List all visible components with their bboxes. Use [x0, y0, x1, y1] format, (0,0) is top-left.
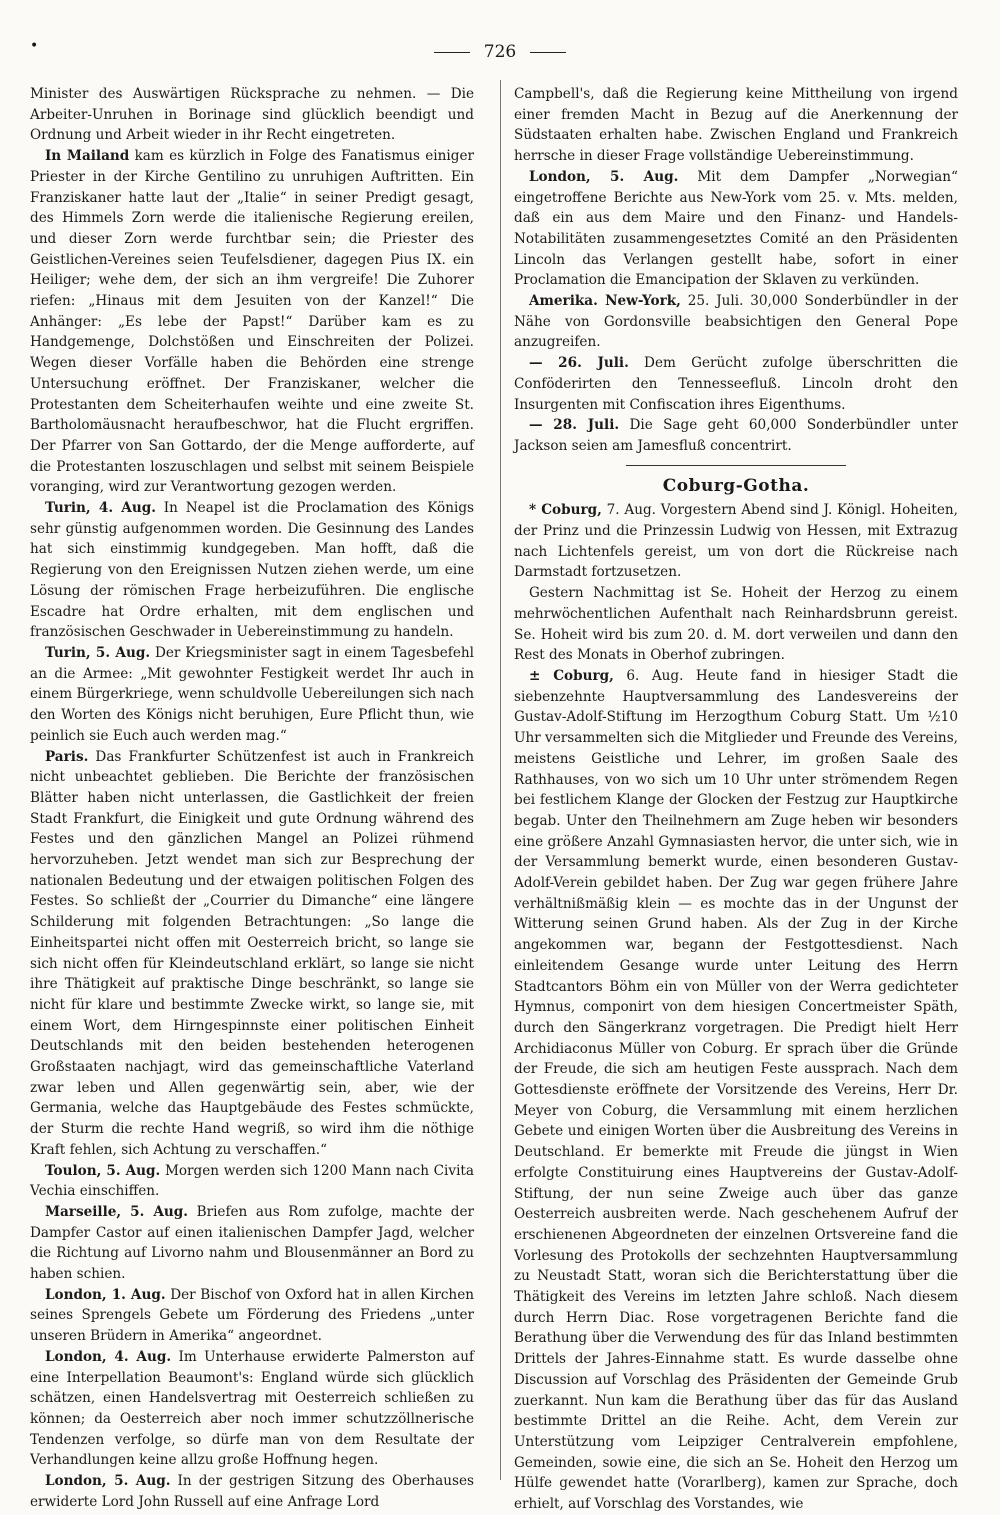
- article-paragraph: [514, 583, 958, 666]
- article-text: kam es kürzlich in Folge des Fanatismus einiger Priester in der Kirche Gentilino zu unruhigen Auftritten. Ein Franziskaner hatte laut der „Italie“ in seiner Predigt gesagt, des Himmels Zorn werde die italienische Regierung ereilen, und dieser Zorn werde furchtbar sein; die Priester des Geistlichen-Vereines seien Teufelsdiener, dagegen Pius IX. ein Heiliger; wehe dem, der sich an ihm vergreife! Die Zuhorer riefen: „Hinaus mit dem Jesuiten von der Kanzel!“ Die Anhänger: „Es lebe der Papst!“ Darüber kam es zu Handgemenge, Dolchstößen und Einschreiten der Polizei. Wegen dieser Vorfälle haben die Behörden eine strenge Untersuchung eröffnet. Der Franziskaner, welcher die Protestanten dem Scheiterhaufen weihte und eine zweite St. Bartholomäusnacht heraufbeschwor, hat die Flucht ergriffen. Der Pfarrer von San Gottardo, der die Menge aufforderte, auf die Protestanten loszuschlagen und selbst mit seinem Beispiele voranging, wird zur Verantwortung gezogen werden.: [30, 148, 474, 496]
- article-text: 25. Juli. 30,000 Sonderbündler in der Nähe von Gordonsville beabsichtigen den General Pope anzugreifen.: [514, 293, 958, 351]
- dateline: * Coburg,: [528, 502, 602, 519]
- header-rule-left: [434, 52, 470, 53]
- article-text: In Neapel ist die Proclamation des Königs sehr günstig aufgenommen worden. Die Gesinnung des Landes hat sich einstimmig kundgegeben. Man hofft, daß die Regierung von den Ereignissen Nutzen ziehen werde, um eine Lösung der römischen Frage herbeizuführen. Die englische Escadre hat Ordre erhalten, mit dem englischen und französischen Geschwader in Uebereinstimmung zu handeln.: [30, 500, 474, 641]
- left-column: [30, 84, 474, 1513]
- article-text: 7. Aug. Vorgestern Abend sind J. Königl. Hoheiten, der Prinz und die Prinzessin Ludwig von Hessen, mit Extrazug nach Lichtenfels gereist, um von dort die Rückreise nach Darmstadt fortzusetzen.: [514, 502, 958, 581]
- article-paragraph: [30, 146, 474, 498]
- page-header: [0, 42, 1000, 62]
- section-title: Coburg-Gotha.: [662, 475, 810, 496]
- right-column: [514, 84, 958, 1515]
- article-paragraph: [30, 1347, 474, 1471]
- dateline: London, 1. Aug.: [44, 1286, 166, 1303]
- column-divider: [500, 80, 501, 1480]
- right-column-top: [514, 84, 958, 457]
- dateline: In Mailand: [44, 148, 130, 165]
- article-paragraph: [30, 1471, 474, 1512]
- article-paragraph: [30, 747, 474, 1161]
- article-text: Dem Gerücht zufolge überschritten die Conföderirten den Tennesseefluß. Lincoln droht den Insurgenten mit Confiscation ihres Eigenthums.: [514, 355, 958, 413]
- article-text: 6. Aug. Heute fand in hiesiger Stadt die siebenzehnte Hauptversammlung des Landesvereins der Gustav-Adolf-Stiftung im Herzogthum Coburg Statt. Um ½10 Uhr versammelten sich die Mitglieder und Freunde des Vereins, meistens Geistliche und Lehrer, im großen Saale des Rathhauses, von wo sich um 10 Uhr unter strömendem Regen bei festlichem Klange der Glocken der Festzug zur Hauptkirche begab. Unter den Theilnehmern am Zuge heben wir besonders eine größere Anzahl Gymnasiasten hervor, die unter sich, wie in der Versammlung bemerkt wurde, einen besonderen Gustav-Adolf-Verein gebildet haben. Der Zug war gegen frühere Jahre verhältnißmäßig klein — es mochte das in der Ungunst der Witterung seinen Grund haben. Als der Zug in der Kirche angekommen war, begann der Festgottesdienst. Nach einleitendem Gesange wurde unter Leitung des Herrn Stadtcantors Böhm ein von Müller von der Werra gedichteter Hymnus, componirt von dem hiesigen Concertmeister Späth, durch den Sängerkranz vorgetragen. Die Predigt hielt Herr Archidiaconus Müller von Coburg. Er sprach über die Gründe der Freude, die sich am heutigen Feste aussprach. Nach dem Gottesdienste eröffnete der Vorsitzende des Vereins, Herr Dr. Meyer von Coburg, die Versammlung mit einem herzlichen Gebete und einigen Worten über die Ausbreitung des Vereins in Deutschland. Er bemerkte mit Freude die jüngst in Wien erfolgte Constituirung eines Hauptvereins der Gustav-Adolf-Stiftung, der nun seine Zweige auch über das ganze Oesterreich ausbreiten werde. Nach geschehenem Aufruf der erschienenen Abgeordneten der einzelnen Ortsvereine fand die Vorlesung des Protokolls der sechzehnten Hauptversammlung zu Neustadt Statt, woran sich die Berichterstattung über die Thätigkeit des Vereins im letzten Jahre schloß. Nach diesem durch Herrn Diac. Rose vorgetragenen Berichte fand die Berathung über die Verwendung des für das Inland bestimmten Drittels der Jahres-Einnahme statt. Es wurde dasselbe ohne Discussion auf Vorschlag des Präsidenten der Gemeinde Grub zuerkannt. Nun kam die Berathung über das für das Ausland bestimmte Drittel an die Reihe. Acht, dem Verein zur Unterstützung vom Leipziger Centralverein empfohlene, Gemeinden, sowie eine, die sich an Se. Hoheit den Herzog um Hülfe gewendet hatte (Vorarlberg), kamen zur Sprache, doch erhielt, auf Vorschlag des Vorstandes, wie: [514, 667, 958, 1513]
- article-text: Campbell's, daß die Regierung keine Mittheilung von irgend einer fremden Macht in Bezug auf die Anerkennung der Südstaaten erhalten habe. Zwischen England und Frankreich herrsche in dieser Frage vollständige Uebereinstimmung.: [514, 86, 958, 165]
- article-paragraph: [514, 415, 958, 456]
- dateline: Marseille, 5. Aug.: [44, 1203, 188, 1220]
- article-paragraph: [514, 84, 958, 167]
- article-text: Mit dem Dampfer „Norwegian“ eingetroffene Berichte aus New-York vom 25. v. Mts. melden, daß ein aus dem Maire und den Finanz- und Handels-Notabilitäten zusammengesetztes Comité an den Präsidenten Lincoln das Verlangen gestellt habe, sofort in einer Proclamation die Emancipation der Sklaven zu verkünden.: [514, 168, 958, 289]
- page-marker: •: [30, 38, 39, 54]
- article-text: Die Sage geht 60,000 Sonderbündler unter Jackson seien am Jamesfluß concentrirt.: [514, 417, 958, 454]
- dateline: Amerika. New-York,: [528, 293, 681, 310]
- page-number: 726: [483, 42, 517, 62]
- article-paragraph: [30, 84, 474, 146]
- dateline: Turin, 5. Aug.: [44, 644, 151, 661]
- article-text: Der Bischof von Oxford hat in allen Kirchen seines Sprengels Gebete um Förderung des Friedens „unter unseren Brüdern in Amerika“ angeordnet.: [30, 1286, 474, 1345]
- article-paragraph: [30, 498, 474, 643]
- article-text: In der gestrigen Sitzung des Oberhauses erwiderte Lord John Russell auf eine Anfrage Lord: [30, 1473, 474, 1510]
- dateline: Turin, 4. Aug.: [44, 500, 156, 517]
- article-paragraph: [514, 167, 958, 291]
- article-text: Minister des Auswärtigen Rücksprache zu nehmen. — Die Arbeiter-Unruhen in Borinage sind glücklich beendigt und Ordnung und Arbeit wieder in ihr Recht eingetreten.: [30, 86, 474, 144]
- article-paragraph: [30, 643, 474, 747]
- dateline: ± Coburg,: [528, 667, 614, 684]
- article-paragraph: [30, 1202, 474, 1285]
- article-paragraph: [30, 1285, 474, 1347]
- article-paragraph: [514, 666, 958, 1515]
- header-rule-right: [530, 52, 566, 53]
- dateline: — 26. Juli.: [528, 355, 629, 372]
- section-divider: [626, 465, 846, 466]
- article-text: Morgen werden sich 1200 Mann nach Civita Vechia einschiffen.: [30, 1162, 475, 1200]
- article-paragraph: [514, 291, 958, 353]
- article-text: Briefen aus Rom zufolge, machte der Dampfer Castor auf einen italienischen Dampfer Jagd, welcher die Richtung auf Livorno nahm und Blousenmänner an Bord zu haben schien.: [30, 1203, 474, 1283]
- article-paragraph: [514, 500, 958, 583]
- article-text: Im Unterhause erwiderte Palmerston auf eine Interpellation Beaumont's: England würde sich glücklich schätzen, einen Handelsvertrag mit Oesterreich schließen zu können; da Oesterreich aber noch immer schutzzöllnerische Tendenzen verfolge, so dürfe man von dem Resultate der Verhandlungen keine allzu große Hoffnung hegen.: [30, 1348, 474, 1469]
- dateline: — 28. Juli.: [528, 417, 620, 434]
- article-text: Gestern Nachmittag ist Se. Hoheit der Herzog zu einem mehrwöchentlichen Aufenthalt nach Reinhardsbrunn gereist. Se. Hoheit wird bis zum 20. d. M. dort verweilen und dann den Rest des Monats in Oberhof zubringen.: [514, 585, 958, 664]
- dateline: London, 5. Aug.: [528, 168, 679, 185]
- article-paragraph: [30, 1161, 474, 1202]
- dateline: London, 4. Aug.: [44, 1348, 172, 1365]
- dateline: Toulon, 5. Aug.: [44, 1162, 161, 1179]
- article-text: Das Frankfurter Schützenfest ist auch in Frankreich nicht unbeachtet geblieben. Die Berichte der französischen Blätter haben nicht unterlassen, die Gastlichkeit der freien Stadt Frankfurt, die Einigkeit und gute Ordnung während des Festes und den gänzlichen Mangel an Polizei rühmend hervorzuheben. Jetzt wendet man sich zur Besprechung der nationalen Bedeutung und der etwaigen politischen Folgen des Festes. So schließt der „Courrier du Dimanche“ eine längere Schilderung mit folgenden Betrachtungen: „So lange die Einheitspartei nicht offen mit Oesterreich bricht, so lange sie sich nicht offen für Kleindeutschland erklärt, so lange sie nicht ihre Thätigkeit auf praktische Dinge beschränkt, so lange sie nicht für klare und bestimmte Zwecke wirkt, so lange sie, mit einem Wort, dem Hirngespinnste einer politischen Einheit Deutschlands mit den beiden bestehenden heterogenen Großstaaten nachjagt, wird das gemeinschaftliche Vaterland zwar leben und Allen gegenwärtig sein, aber, wie der Germania, welche das Hauptgebäude des Festes schmückte, der Sturm die rechte Hand wegriß, so wird ihm die nöthige Kraft fehlen, sich Achtung zu verschaffen.“: [30, 748, 474, 1158]
- dateline: Paris.: [44, 748, 89, 765]
- right-column-bottom: [514, 500, 958, 1514]
- article-paragraph: [514, 353, 958, 415]
- dateline: London, 5. Aug.: [44, 1473, 171, 1490]
- article-text: Der Kriegsminister sagt in einem Tagesbefehl an die Armee: „Mit gewohnter Festigkeit werdet Ihr auch in einem Bürgerkriege, wenn schuldvolle Uebereilungen sich nach den Worten des Königs nicht beruhigen, Eure Pflicht thun, wie peinlich sie Euch auch werden mag.“: [30, 644, 474, 744]
